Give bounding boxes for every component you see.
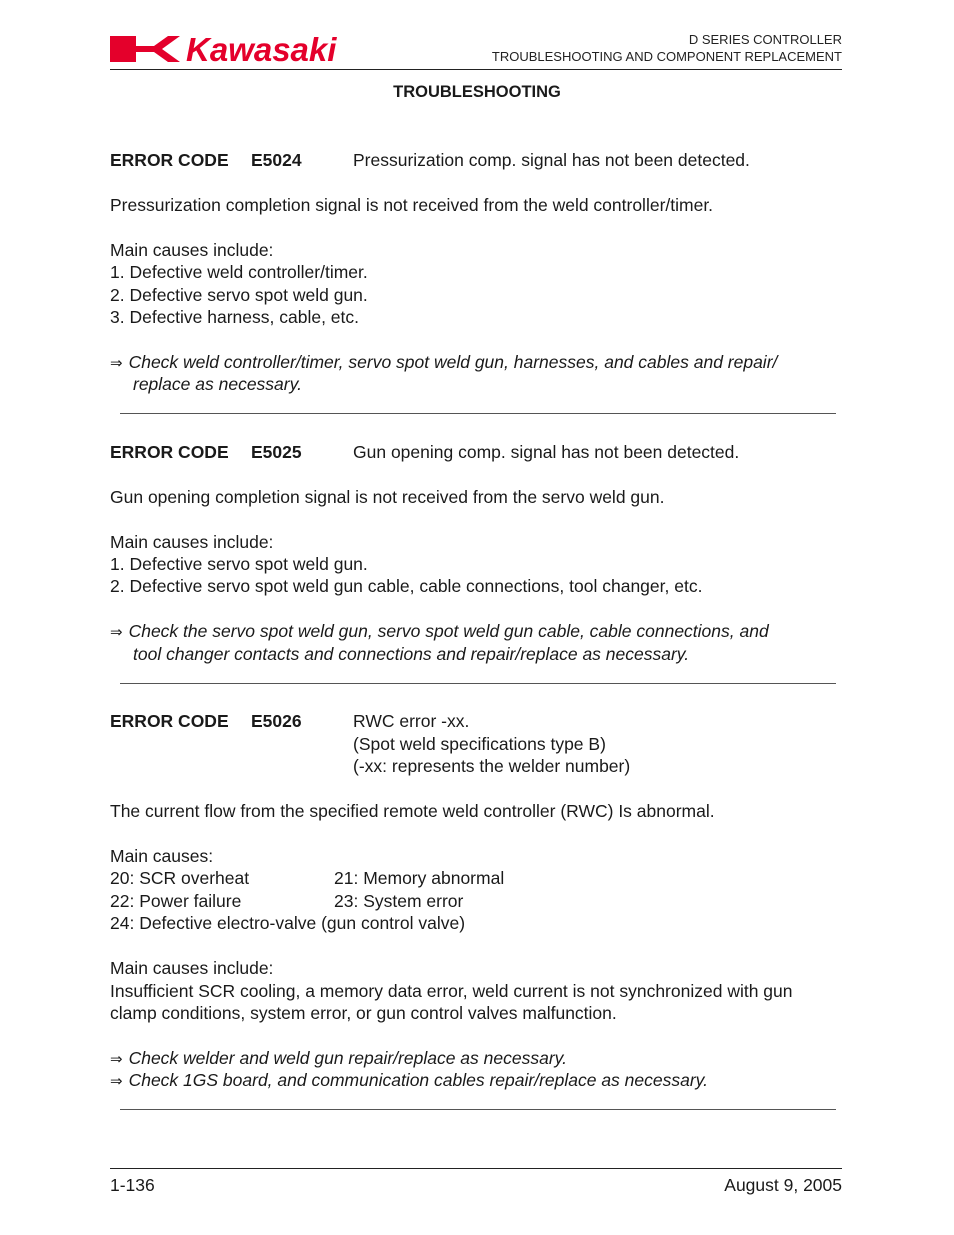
cause-item: 24: Defective electro-valve (gun control valve) bbox=[110, 913, 466, 933]
action-e5026-1 bbox=[110, 1047, 567, 1071]
error-description-e5024: Pressurization completion signal is not received from the weld controller/timer. bbox=[110, 195, 714, 215]
header-title-2: TROUBLESHOOTING AND COMPONENT REPLACEMENT bbox=[491, 49, 842, 64]
causes-text: Insufficient SCR cooling, a memory data error, weld current is not synchronized with gun bbox=[110, 981, 793, 1001]
kawasaki-logo-icon bbox=[110, 30, 390, 66]
action-e5024 bbox=[110, 351, 777, 375]
error-code-e5026: E5026 bbox=[251, 711, 302, 731]
action-text-cont: tool changer contacts and connections and repair/replace as necessary. bbox=[133, 644, 690, 664]
header-rule bbox=[110, 69, 842, 70]
error-description-e5026: The current flow from the specified remote weld controller (RWC) Is abnormal. bbox=[110, 801, 715, 821]
action-e5026-2 bbox=[110, 1069, 708, 1093]
arrow-icon: ⇒ bbox=[110, 1073, 123, 1090]
separator bbox=[120, 413, 836, 414]
error-message-detail: (Spot weld specifications type B) bbox=[353, 734, 606, 754]
cause-item: 22: Power failure bbox=[110, 891, 242, 911]
error-label-e5024: ERROR CODE bbox=[110, 150, 229, 170]
error-code-e5024: E5024 bbox=[251, 150, 302, 170]
error-message-detail: (-xx: represents the welder number) bbox=[353, 756, 631, 776]
error-code-e5025: E5025 bbox=[251, 442, 302, 462]
cause-item: 1. Defective weld controller/timer. bbox=[110, 262, 368, 282]
causes-heading-2-e5026: Main causes include: bbox=[110, 958, 274, 978]
causes-heading-e5026: Main causes: bbox=[110, 846, 214, 866]
error-description-e5025: Gun opening completion signal is not received from the servo weld gun. bbox=[110, 487, 665, 507]
error-label-e5025: ERROR CODE bbox=[110, 442, 229, 462]
causes-heading-e5024: Main causes include: bbox=[110, 240, 274, 260]
error-label-e5026: ERROR CODE bbox=[110, 711, 229, 731]
cause-item: 2. Defective servo spot weld gun. bbox=[110, 285, 368, 305]
action-text: Check weld controller/timer, servo spot weld gun, harnesses, and cables and repair/ bbox=[128, 352, 778, 372]
causes-text-cont: clamp conditions, system error, or gun control valves malfunction. bbox=[110, 1003, 617, 1023]
action-text: Check welder and weld gun repair/replace as necessary. bbox=[128, 1048, 567, 1068]
arrow-icon: ⇒ bbox=[110, 355, 123, 372]
error-message-e5024: Pressurization comp. signal has not been detected. bbox=[353, 150, 750, 170]
cause-item: 1. Defective servo spot weld gun. bbox=[110, 554, 368, 574]
action-text: Check 1GS board, and communication cables repair/replace as necessary. bbox=[128, 1070, 708, 1090]
cause-item: 3. Defective harness, cable, etc. bbox=[110, 307, 360, 327]
cause-item: 2. Defective servo spot weld gun cable, cable connections, tool changer, etc. bbox=[110, 576, 703, 596]
cause-item: 20: SCR overheat bbox=[110, 868, 250, 888]
action-text: Check the servo spot weld gun, servo spot weld gun cable, cable connections, and bbox=[128, 621, 769, 641]
action-text-cont: replace as necessary. bbox=[133, 374, 302, 394]
kawasaki-logo bbox=[110, 30, 390, 66]
brand-text: Kawasaki bbox=[186, 31, 337, 66]
cause-item: 23: System error bbox=[334, 891, 464, 911]
separator bbox=[120, 1109, 836, 1110]
error-message-e5026: RWC error -xx. bbox=[353, 711, 470, 731]
header-title-1: D SERIES CONTROLLER bbox=[688, 32, 842, 47]
footer-rule bbox=[110, 1168, 842, 1169]
footer-date: August 9, 2005 bbox=[724, 1175, 842, 1195]
error-message-e5025: Gun opening comp. signal has not been detected. bbox=[353, 442, 740, 462]
cause-item: 21: Memory abnormal bbox=[334, 868, 505, 888]
arrow-icon: ⇒ bbox=[110, 624, 123, 641]
action-e5025 bbox=[110, 620, 769, 644]
section-title: TROUBLESHOOTING bbox=[393, 83, 561, 101]
separator bbox=[120, 683, 836, 684]
causes-heading-e5025: Main causes include: bbox=[110, 532, 274, 552]
arrow-icon: ⇒ bbox=[110, 1051, 123, 1068]
page-number: 1-136 bbox=[110, 1175, 155, 1195]
